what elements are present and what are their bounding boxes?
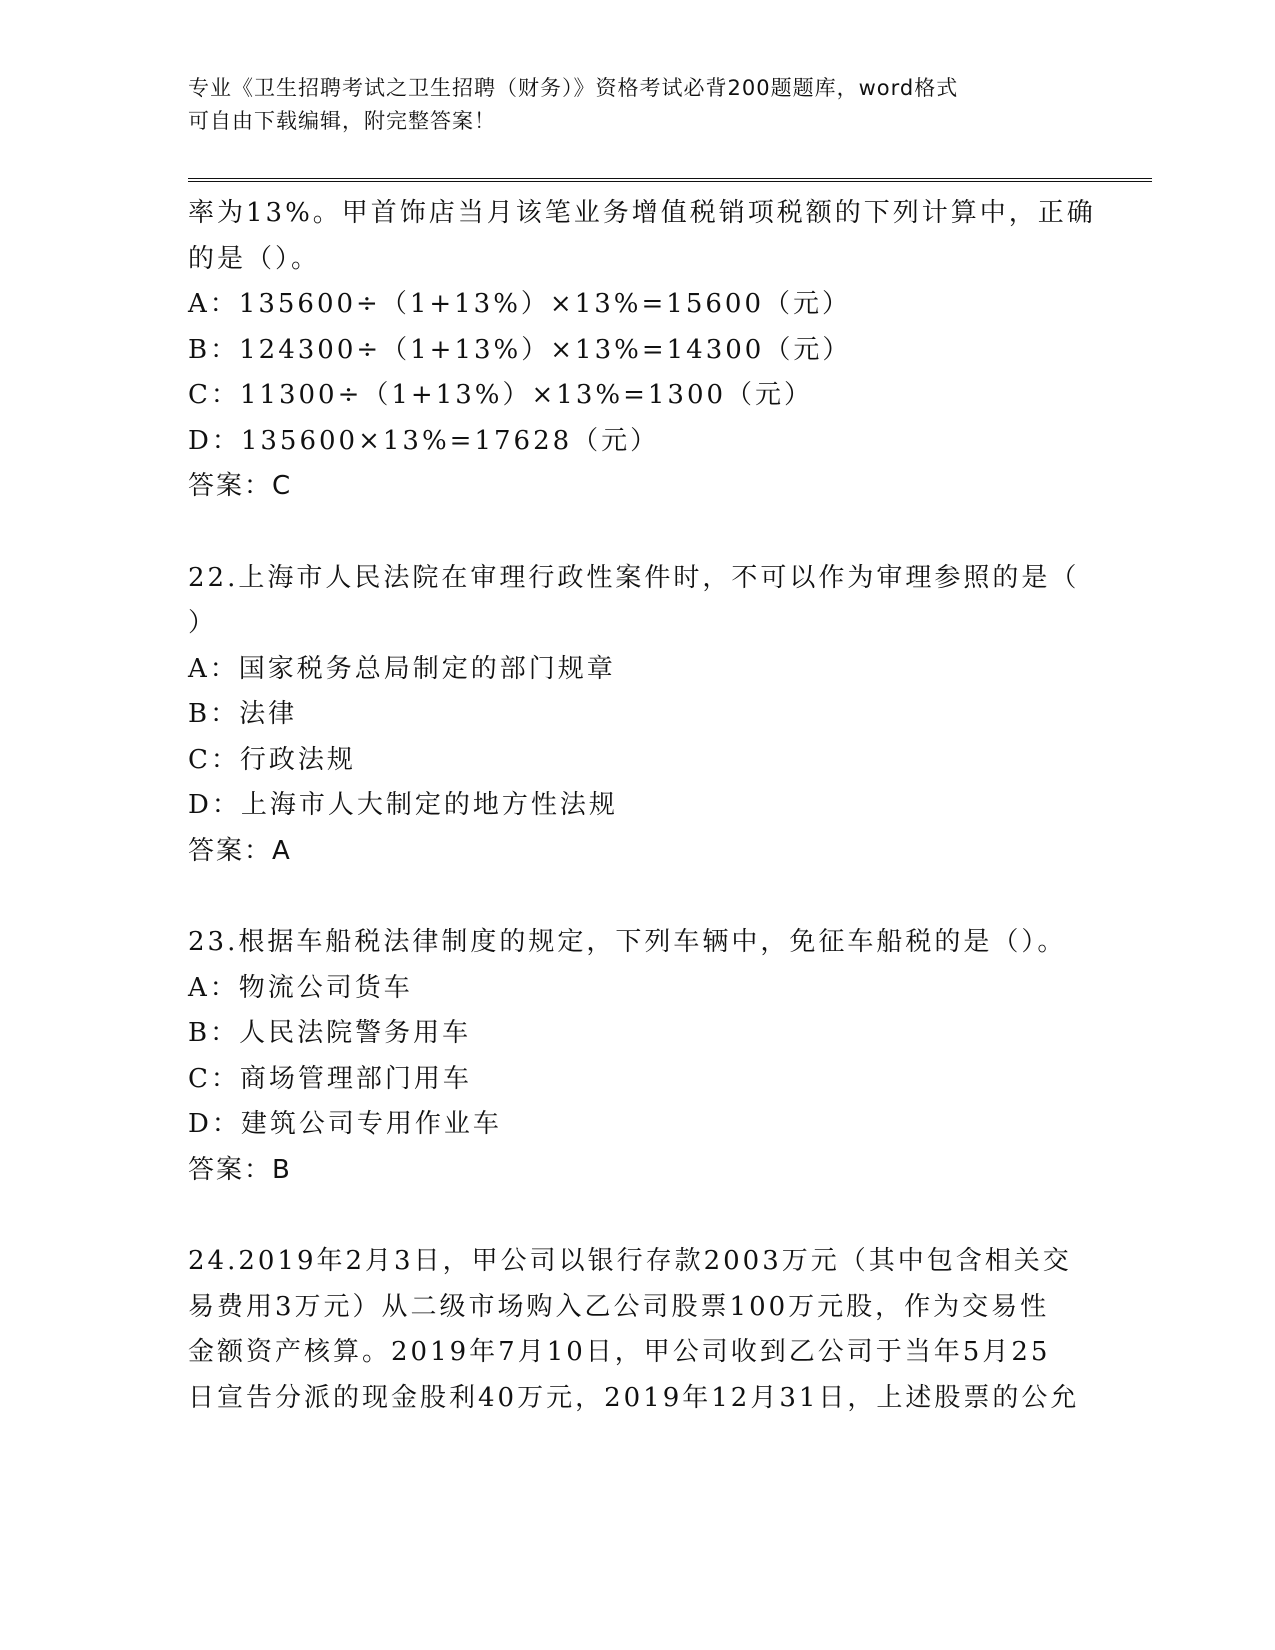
- question-stem-line: 日宣告分派的现金股利40万元，2019年12月31日，上述股票的公允: [188, 1382, 1080, 1413]
- option-b: B：人民法院警务用车: [188, 1018, 472, 1048]
- spacer: [188, 874, 1088, 920]
- answer-label: 答案：C: [188, 471, 293, 501]
- option-c: C：11300÷（1+13%）×13%=1300（元）: [188, 380, 814, 410]
- header-divider: [188, 178, 1152, 182]
- question-22: [188, 556, 1088, 875]
- option-a: A：国家税务总局制定的部门规章: [188, 653, 616, 684]
- question-stem-line: 易费用3万元）从二级市场购入乙公司股票100万元股，作为交易性: [188, 1291, 1050, 1322]
- page-header: [188, 72, 1088, 138]
- option-d: D：上海市人大制定的地方性法规: [188, 790, 618, 820]
- question-stem-line: 金额资产核算。2019年7月10日，甲公司收到乙公司于当年5月25: [188, 1337, 1051, 1367]
- spacer: [188, 1193, 1088, 1239]
- option-c: C：行政法规: [188, 744, 356, 775]
- option-c: C：商场管理部门用车: [188, 1063, 472, 1094]
- question-stem-line: 的是（）。: [188, 243, 321, 274]
- question-stem-line: 23.根据车船税法律制度的规定，下列车辆中，免征车船税的是（）。: [188, 927, 1067, 957]
- header-title-line-2: 可自由下载编辑，附完整答案！: [188, 109, 496, 133]
- option-b: B：法律: [188, 699, 298, 729]
- answer-label: 答案：B: [188, 1154, 292, 1185]
- question-23: [188, 920, 1088, 1193]
- question-24: [188, 1239, 1088, 1421]
- question-stem-line: 22.上海市人民法院在审理行政性案件时，不可以作为审理参照的是（: [188, 562, 1080, 593]
- document-body: [188, 191, 1096, 1421]
- spacer: [188, 510, 1088, 556]
- header-title-line-1: 专业《卫生招聘考试之卫生招聘（财务）》资格考试必背200题题库，word格式: [188, 76, 959, 100]
- option-b: B：124300÷（1+13%）×13%=14300（元）: [188, 334, 852, 365]
- question-21: [188, 191, 1096, 510]
- option-d: D：建筑公司专用作业车: [188, 1109, 502, 1139]
- option-a: A：135600÷（1+13%）×13%=15600（元）: [188, 289, 851, 319]
- answer-label: 答案：A: [188, 835, 292, 866]
- question-stem-line: 24.2019年2月3日，甲公司以银行存款2003万元（其中包含相关交: [188, 1246, 1072, 1276]
- option-a: A：物流公司货车: [188, 972, 413, 1003]
- option-d: D：135600×13%=17628（元）: [188, 425, 660, 456]
- question-stem-line: 率为13%。甲首饰店当月该笔业务增值税销项税额的下列计算中，正确: [188, 198, 1096, 228]
- question-stem-line: ）: [188, 608, 218, 638]
